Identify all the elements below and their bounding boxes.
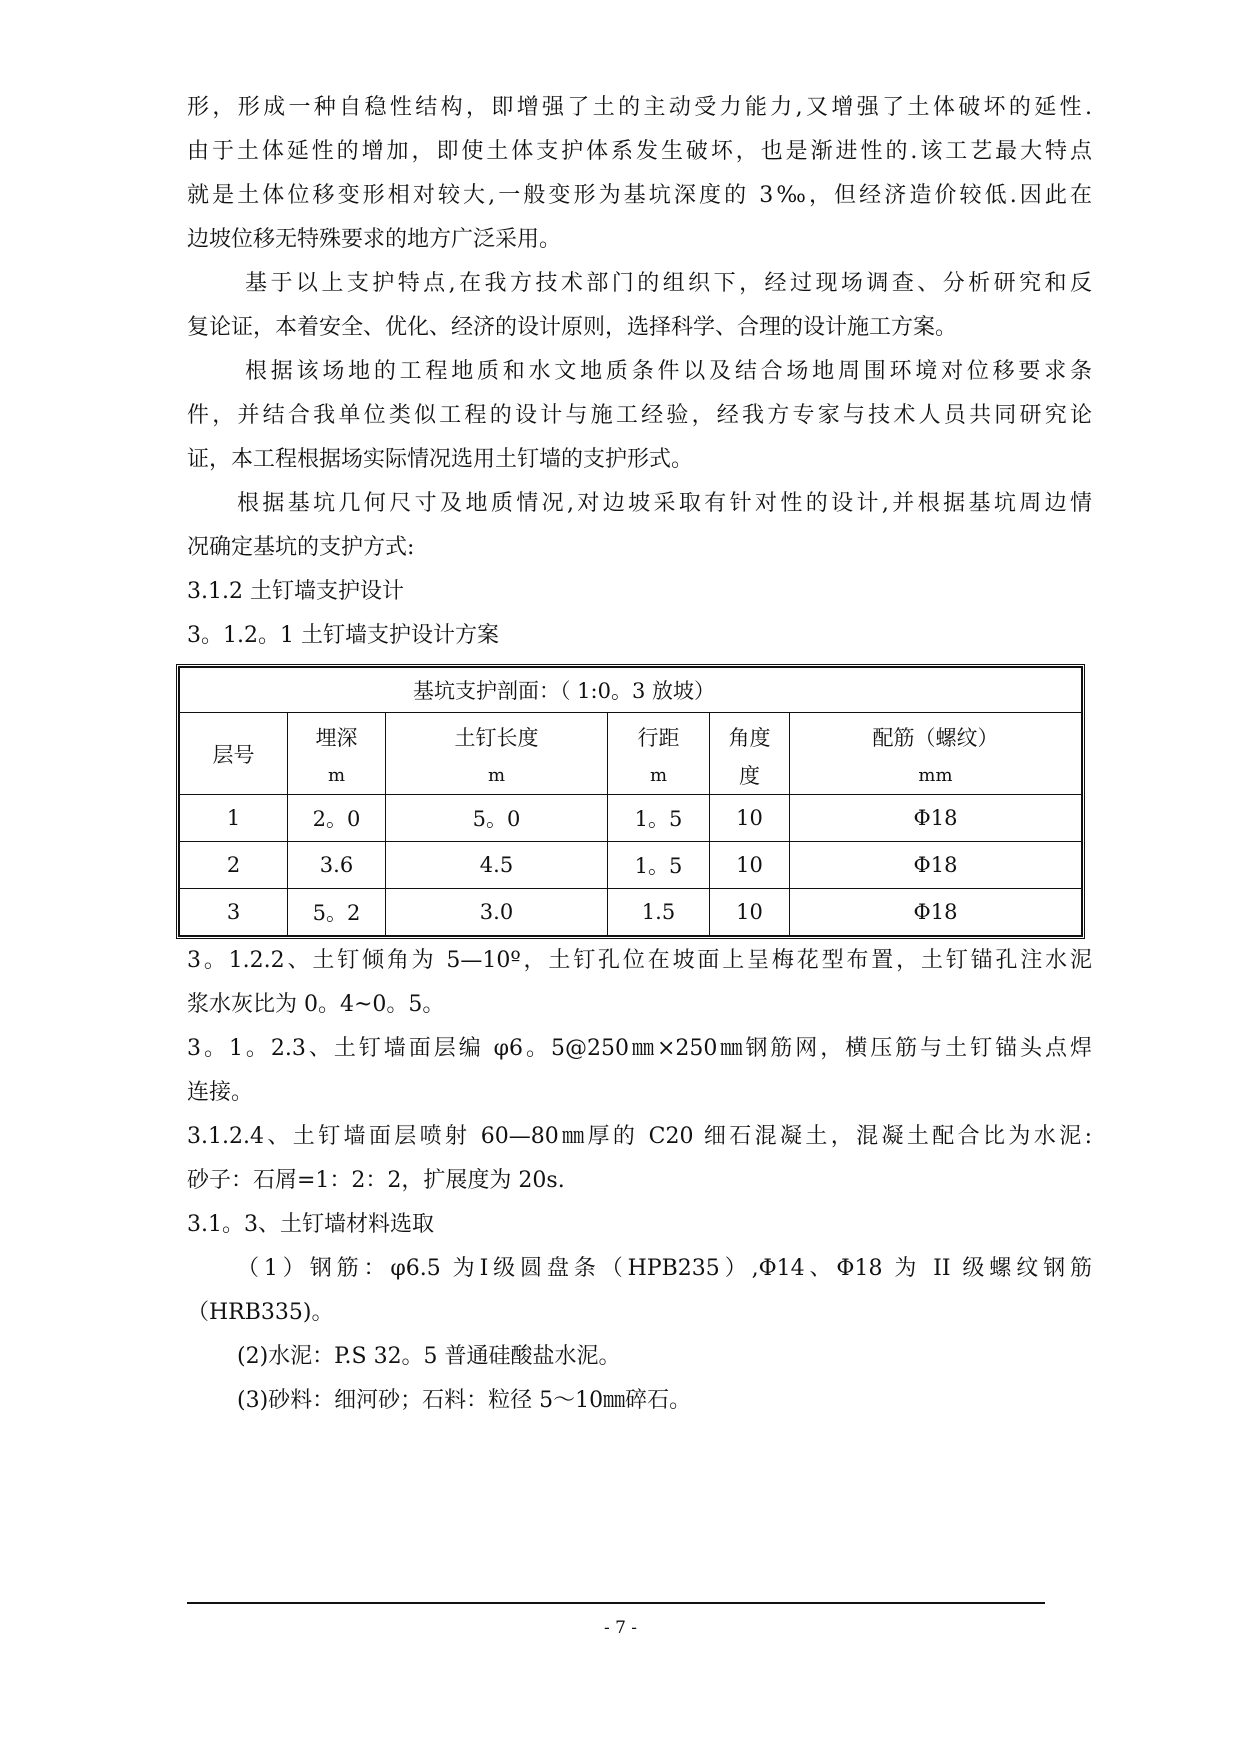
text-line: 根据该场地的工程地质和水文地质条件以及结合场地周围环境对位移要求条 [245,359,1092,384]
text-line: 况确定基坑的支护方式: [187,535,415,560]
text-line: 浆水灰比为 0。4~0。5。 [187,992,445,1017]
material-cement: (2)水泥：P.S 32。5 普通硅酸盐水泥。 [237,1344,621,1369]
spec-steel-mesh [187,1027,1092,1115]
table-cell: 5。2 [288,889,386,936]
paragraph-support-method [187,482,1092,570]
table-row [180,889,1082,936]
section-heading: 3.1.2 土钉墙支护设计 [187,579,404,604]
table-cell: Φ18 [790,795,1082,842]
text-line: 连接。 [187,1080,254,1105]
table-cell: 1。5 [608,795,710,842]
paragraph-selection [187,350,1092,482]
text-line: 证，本工程根据场实际情况选用土钉墙的支护形式。 [187,447,694,472]
table-cell: 5。0 [386,795,608,842]
subsection-heading: 3。1.2。1 土钉墙支护设计方案 [187,623,499,648]
material-steel [187,1247,1092,1335]
table-header-cell: 层号 [180,713,288,795]
support-design-table [176,664,1085,939]
table-cell: 3.6 [288,842,386,889]
paragraph-design-principle [187,262,1092,350]
text-line: 由于土体延性的增加，即使土体支护体系发生破坏，也是渐进性的.该工艺最大特点 [187,139,1092,164]
text-line: 边坡位移无特殊要求的地方广泛采用。 [187,227,562,252]
text-line: 3。1.2.2、土钉倾角为 5—10º，土钉孔位在坡面上呈梅花型布置，土钉锚孔注水泥 [187,948,1092,973]
text-line: 形，形成一种自稳性结构，即增强了土的主动受力能力,又增强了土体破坏的延性. [187,95,1092,120]
material-aggregate: (3)砂料：细河砂；石料：粒径 5～10㎜碎石。 [237,1388,692,1413]
table-header-cell: 行距 m [608,713,710,795]
text-line: 复论证，本着安全、优化、经济的设计原则，选择科学、合理的设计施工方案。 [187,315,958,340]
table-header-cell: 土钉长度 m [386,713,608,795]
table-cell: 10 [710,795,790,842]
table-cell: 1 [180,795,288,842]
table-cell: 2 [180,842,288,889]
table-cell: 1.5 [608,889,710,936]
table-header-cell: 配筋（螺纹） mm [790,713,1082,795]
table-cell: 3 [180,889,288,936]
page-content [187,86,1092,1423]
table-header-cell: 埋深 m [288,713,386,795]
text-line: 砂子：石屑=1：2：2，扩展度为 20s. [187,1168,565,1193]
text-line: （HRB335)。 [187,1300,334,1325]
text-line: （1）钢筋：φ6.5 为Ⅰ级圆盘条（HPB235）,Φ14、Φ18 为 II 级螺纹钢筋 [237,1256,1092,1281]
text-line: 3.1.2.4、土钉墙面层喷射 60—80㎜厚的 C20 细石混凝土，混凝土配合比为水泥: [187,1124,1092,1149]
text-line: 就是土体位移变形相对较大,一般变形为基坑深度的 3‰，但经济造价较低.因此在 [187,183,1092,208]
spec-nail-angle [187,939,1092,1027]
table-cell: 3.0 [386,889,608,936]
text-line: 件，并结合我单位类似工程的设计与施工经验，经我方专家与技术人员共同研究论 [187,403,1092,428]
footer-divider [187,1602,1045,1604]
table-header-cell: 角度 度 [710,713,790,795]
table-row [180,795,1082,842]
text-line: 3。1。2.3、土钉墙面层编 φ6。5@250㎜×250㎜钢筋网，横压筋与土钉锚头点焊 [187,1036,1092,1061]
table-cell: 10 [710,889,790,936]
text-line: 基于以上支护特点,在我方技术部门的组织下，经过现场调查、分析研究和反 [245,271,1092,296]
table-cell: Φ18 [790,889,1082,936]
table-cell: Φ18 [790,842,1082,889]
table-cell: 10 [710,842,790,889]
table-caption: 基坑支护剖面：（ 1:0。3 放坡） [180,668,1082,713]
text-line: 根据基坑几何尺寸及地质情况,对边坡采取有针对性的设计,并根据基坑周边情 [237,491,1092,516]
section-heading: 3.1。3、土钉墙材料选取 [187,1212,434,1237]
spec-shotcrete [187,1115,1092,1203]
page-number: - 7 - [603,1618,638,1638]
table-cell: 2。0 [288,795,386,842]
table-cell: 1。5 [608,842,710,889]
paragraph-structure-description [187,86,1092,262]
table-cell: 4.5 [386,842,608,889]
table-row [180,842,1082,889]
